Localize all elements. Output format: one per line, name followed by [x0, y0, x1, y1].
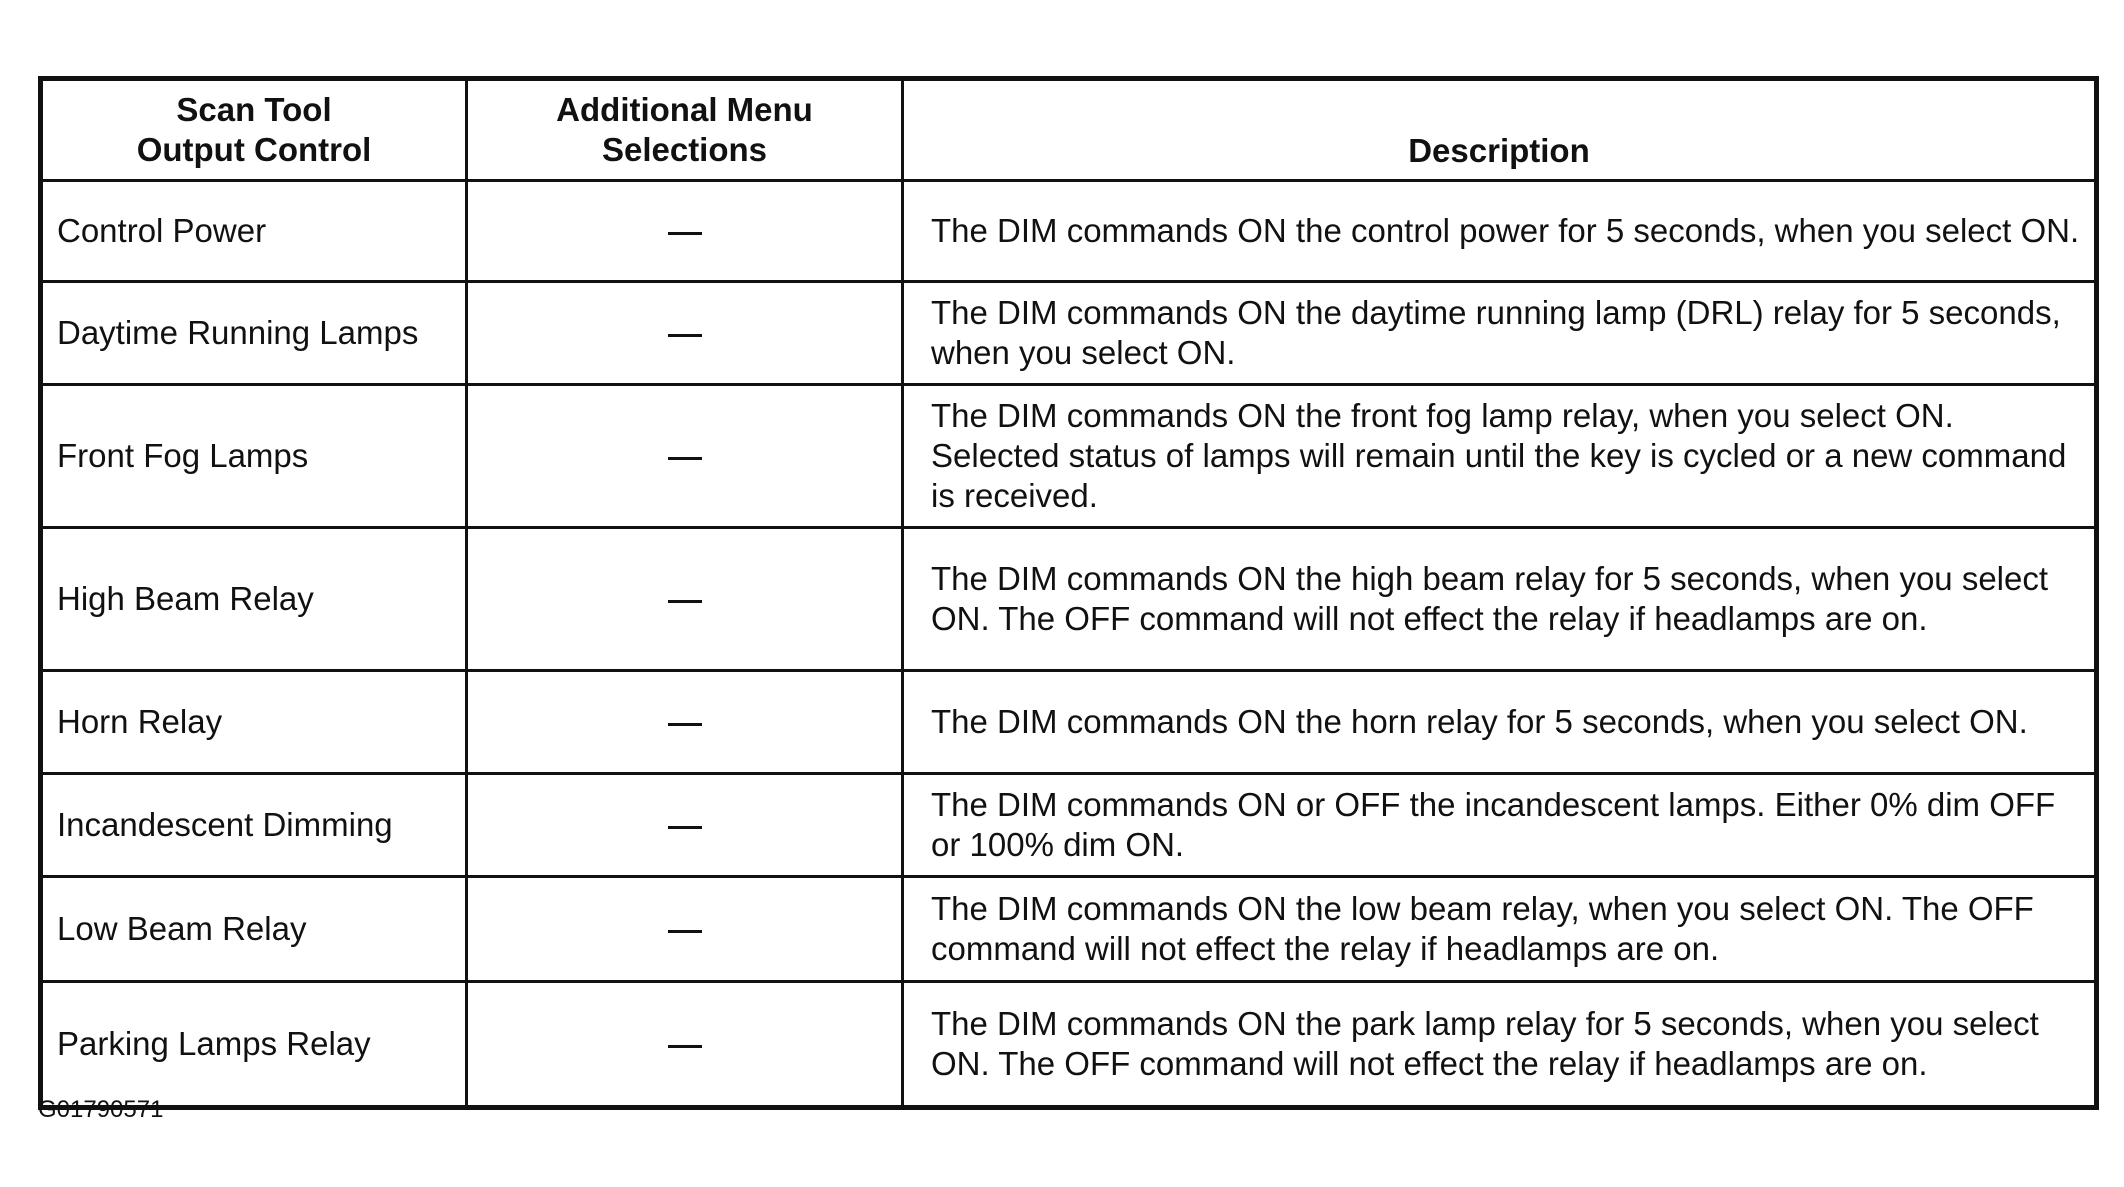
table-row [41, 877, 2097, 982]
table-row [41, 671, 2097, 774]
row-control-cell: Front Fog Lamps [41, 385, 467, 528]
row-control-cell: Parking Lamps Relay [41, 982, 467, 1108]
header-col1-line1: Scan Tool [176, 91, 332, 128]
row-description-cell: The DIM commands ON or OFF the incandescent lamps. Either 0% dim OFF or 100% dim ON. [903, 774, 2097, 877]
table-row [41, 181, 2097, 282]
header-additional-menu-selections [467, 79, 903, 181]
row-description-cell: The DIM commands ON the control power for 5 seconds, when you select ON. [903, 181, 2097, 282]
table-row [41, 774, 2097, 877]
em-dash-mark [668, 723, 702, 726]
row-menu-cell [467, 282, 903, 385]
row-description-cell: The DIM commands ON the daytime running lamp (DRL) relay for 5 seconds, when you select ON. [903, 282, 2097, 385]
row-control-cell: Horn Relay [41, 671, 467, 774]
table-row [41, 385, 2097, 528]
row-description-cell: The DIM commands ON the high beam relay for 5 seconds, when you select ON. The OFF command will not effect the relay if headlamps are on. [903, 528, 2097, 671]
em-dash-mark [668, 232, 702, 235]
header-col2-line2: Selections [601, 131, 768, 168]
em-dash-mark [668, 826, 702, 829]
em-dash-mark [668, 334, 702, 337]
em-dash-mark [668, 1045, 702, 1048]
header-description [903, 79, 2097, 181]
em-dash-mark [668, 457, 702, 460]
em-dash-mark [668, 600, 702, 603]
row-description-cell: The DIM commands ON the park lamp relay for 5 seconds, when you select ON. The OFF command will not effect the relay if headlamps are on. [903, 982, 2097, 1108]
header-col2-line1: Additional Menu [556, 91, 813, 128]
row-control-cell: Incandescent Dimming [41, 774, 467, 877]
header-scan-tool-output-control [41, 79, 467, 181]
row-menu-cell [467, 877, 903, 982]
row-menu-cell [467, 671, 903, 774]
row-menu-cell [467, 774, 903, 877]
output-control-table [38, 76, 2099, 1110]
table-row [41, 528, 2097, 671]
header-col3: Description [1408, 132, 1590, 169]
row-control-cell: Low Beam Relay [41, 877, 467, 982]
row-menu-cell [467, 181, 903, 282]
figure-id-label: G01790571 [38, 1096, 164, 1123]
row-menu-cell [467, 528, 903, 671]
header-row [41, 79, 2097, 181]
header-col1-line2: Output Control [136, 131, 372, 168]
row-description-cell: The DIM commands ON the front fog lamp relay, when you select ON. Selected status of lamps will remain until the key is cycled or a new command is received. [903, 385, 2097, 528]
row-menu-cell [467, 385, 903, 528]
row-description-cell: The DIM commands ON the horn relay for 5 seconds, when you select ON. [903, 671, 2097, 774]
row-description-cell: The DIM commands ON the low beam relay, when you select ON. The OFF command will not effect the relay if headlamps are on. [903, 877, 2097, 982]
em-dash-mark [668, 930, 702, 933]
row-control-cell: High Beam Relay [41, 528, 467, 671]
row-control-cell: Control Power [41, 181, 467, 282]
row-control-cell: Daytime Running Lamps [41, 282, 467, 385]
table-row [41, 982, 2097, 1108]
output-control-table-wrapper [38, 76, 2094, 1110]
row-menu-cell [467, 982, 903, 1108]
table-row [41, 282, 2097, 385]
